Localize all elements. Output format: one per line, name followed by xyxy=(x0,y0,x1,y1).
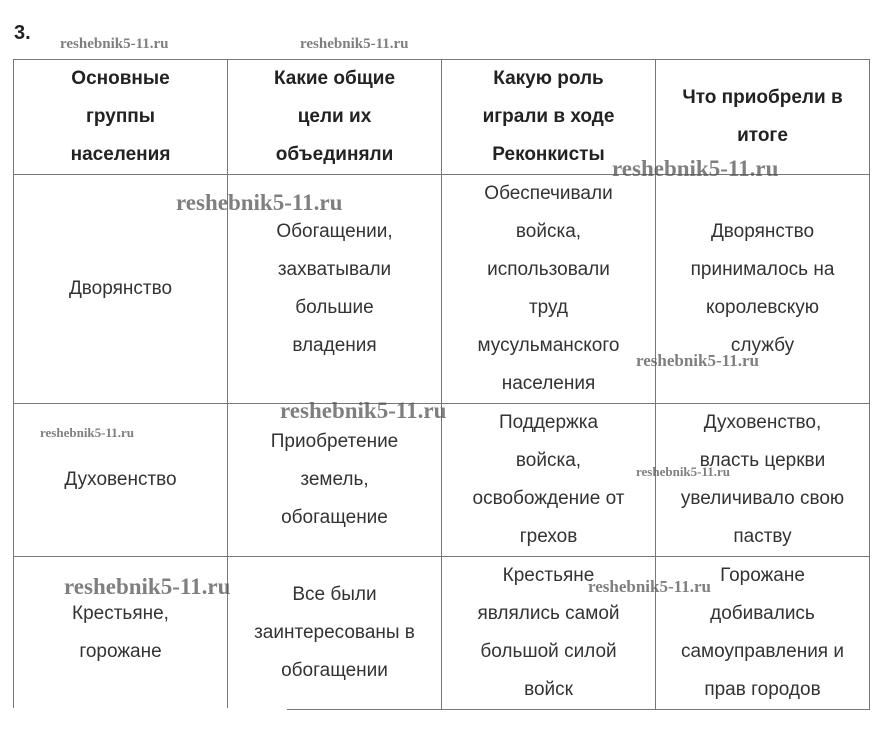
header-common-goals: Какие общие цели их объединяли xyxy=(228,60,442,175)
table-cell: Горожане добивались самоуправления и прав городов xyxy=(656,557,870,710)
watermark: reshebnik5-11.ru xyxy=(176,190,343,215)
bottom-border-mask xyxy=(13,708,287,712)
table-cell: Духовенство, власть церкви увеличивало свою паству xyxy=(656,404,870,557)
table-cell: Крестьяне, горожане xyxy=(14,557,228,710)
watermark: reshebnik5-11.ru xyxy=(612,156,779,181)
table-cell: Поддержка войска, освобождение от грехов xyxy=(442,404,656,557)
table-header-row xyxy=(14,60,870,175)
watermark: reshebnik5-11.ru xyxy=(64,574,231,599)
watermark: reshebnik5-11.ru xyxy=(588,577,711,596)
task-number: 3. xyxy=(14,22,31,44)
watermark: reshebnik5-11.ru xyxy=(40,425,135,440)
table-cell: Все были заинтересованы в обогащении xyxy=(228,557,442,710)
table-cell: Дворянство xyxy=(14,175,228,404)
table-cell: Духовенство xyxy=(14,404,228,557)
table-cell: Обеспечивали войска, использовали труд мусульманского населения xyxy=(442,175,656,404)
table-row xyxy=(14,557,870,710)
watermark: reshebnik5-11.ru xyxy=(280,398,447,423)
header-role: Какую роль играли в ходе Реконкисты xyxy=(442,60,656,175)
table-cell: Дворянство принималось на королевскую службу xyxy=(656,175,870,404)
table-row xyxy=(14,175,870,404)
table-row xyxy=(14,404,870,557)
table-cell: Обогащении, захватывали большие владения xyxy=(228,175,442,404)
watermark: reshebnik5-11.ru xyxy=(636,351,759,370)
watermark: reshebnik5-11.ru xyxy=(636,464,731,479)
table-cell: Приобретение земель, обогащение xyxy=(228,404,442,557)
watermark: reshebnik5-11.ru xyxy=(300,36,409,52)
reconquista-table xyxy=(13,59,870,710)
table-cell: Крестьяне являлись самой большой силой войск xyxy=(442,557,656,710)
header-result: Что приобрели в итоге xyxy=(656,60,870,175)
watermark: reshebnik5-11.ru xyxy=(60,36,169,52)
header-population-groups: Основные группы населения xyxy=(14,60,228,175)
